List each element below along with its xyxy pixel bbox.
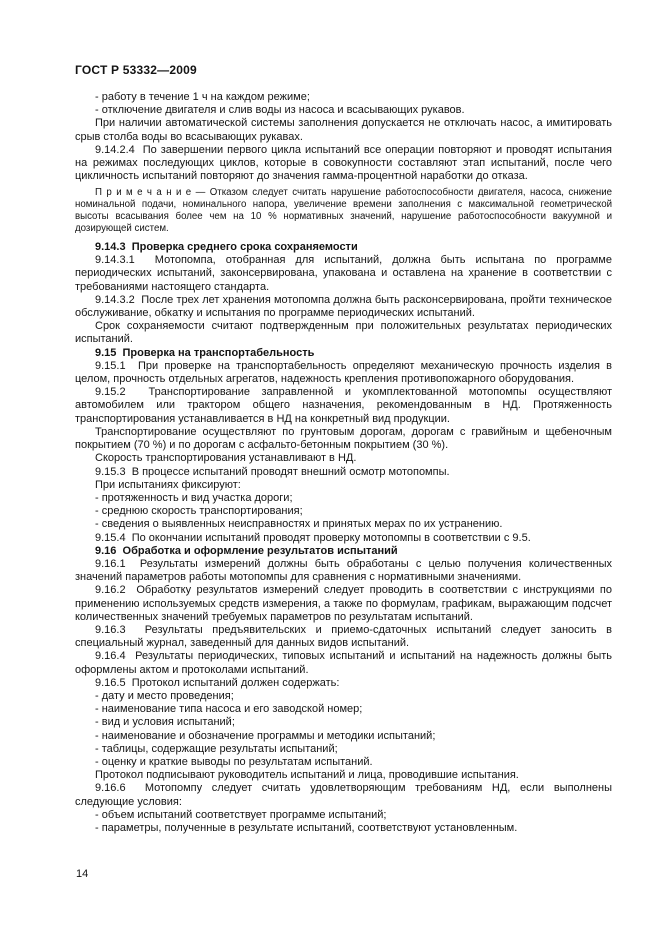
list-item: - вид и условия испытаний; (95, 716, 235, 729)
section-heading: 9.15 Проверка на транспортабельность (95, 346, 315, 359)
paragraph: 9.16.2 Обработку результатов измерений следует проводить в соответствии с инструкциями по применению используемых средств измерения, а также по формулам, графикам, выражающим подсчет количественных значений требуемых параметров по результатам испытаний. (75, 584, 612, 623)
paragraph: Протокол подписывают руководитель испытаний и лица, проводившие испытания. (95, 769, 519, 782)
list-item: - наименование и обозначение программы и методики испытаний; (95, 729, 436, 742)
section-heading: 9.14.3 Проверка среднего срока сохраняемости (95, 241, 358, 254)
paragraph: 9.16.5 Протокол испытаний должен содержать: (95, 676, 340, 689)
paragraph: 9.16.3 Результаты предъявительских и приемо-сдаточных испытаний следует заносить в специальный журнал, заведенный для данных видов испытаний. (75, 623, 612, 650)
standard-number-header: ГОСТ Р 53332—2009 (75, 63, 197, 77)
list-item: - сведения о выявленных неисправностях и принятых мерах по их устранению. (95, 518, 503, 531)
list-item: - среднюю скорость транспортирования; (95, 505, 303, 518)
list-item: - наименование типа насоса и его заводской номер; (95, 703, 363, 716)
list-item: - оценку и краткие выводы по результатам испытаний. (95, 755, 373, 768)
paragraph: 9.16.1 Результаты измерений должны быть обработаны с целью получения количественных значений параметров работы мотопомпы для сравнения с нормативными значениями. (75, 557, 612, 584)
paragraph: При испытаниях фиксируют: (95, 478, 241, 491)
note-paragraph: П р и м е ч а н и е — Отказом следует считать нарушение работоспособности двигателя, насоса, снижение номинальной подачи, номинального напора, увеличение времени заполнения с максимальной геометрической высоты всасывания более чем на 10 % нормативных значений, нарушение работоспособности вакуумной и дозирующей систем. (75, 187, 612, 235)
paragraph: 9.16.4 Результаты периодических, типовых испытаний и испытаний на надежность должны быть оформлены актом и протоколами испытаний. (75, 650, 612, 676)
paragraph: 9.14.3.2 После трех лет хранения мотопомпа должна быть расконсервирована, пройти техническое обслуживание, обкатку и испытания по программе периодических испытаний. (75, 293, 612, 320)
list-item: - работу в течение 1 ч на каждом режиме; (95, 91, 310, 103)
list-item: - отключение двигателя и слив воды из насоса и всасывающих рукавов. (95, 104, 465, 117)
paragraph: 9.14.2.4 По завершении первого цикла испытаний все операции повторяют и проводят испытания на режимах последующих циклов, которые в совокупности составляют этап испытаний, после чего цикличность испытаний повторяют до значения гамма-процентной наработки до отказа. (75, 143, 612, 183)
paragraph: 9.16.6 Мотопомпу следует считать удовлетворяющим требованиям НД, если выполнены следующие условия: (75, 782, 612, 808)
paragraph: При наличии автоматической системы заполнения допускается не отключать насос, а имитировать срыв столба воды во всасывающих рукавах. (75, 117, 612, 143)
paragraph: Скорость транспортирования устанавливают в НД. (95, 452, 357, 465)
list-item: - параметры, полученные в результате испытаний, соответствуют установленным. (95, 821, 518, 834)
paragraph: 9.15.2 Транспортирование заправленной и укомплектованной мотопомпы осуществляют автомобилем или трактором общего назначения, рекомендованным в НД. Протяженность транспортирования устанавливается в НД на конкретный вид продукции. (75, 386, 612, 425)
document-body (75, 91, 612, 835)
page-number: 14 (76, 868, 89, 880)
list-item: - таблицы, содержащие результаты испытаний; (95, 742, 338, 755)
list-item: - объем испытаний соответствует программе испытаний; (95, 808, 387, 821)
paragraph: 9.15.4 По окончании испытаний проводят проверку мотопомпы в соответствии с 9.5. (95, 531, 531, 544)
paragraph: Срок сохраняемости считают подтвержденным при положительных результатах периодических испытаний. (75, 320, 612, 346)
paragraph: 9.15.1 При проверке на транспортабельность определяют механическую прочность изделия в целом, прочность отдельных агрегатов, надежность крепления противопожарного оборудования. (75, 359, 612, 386)
list-item: - протяженность и вид участка дороги; (95, 491, 293, 504)
paragraph: 9.14.3.1 Мотопомпа, отобранная для испытаний, должна быть испытана по программе периодических испытаний, законсервирована, упакована и оставлена на хранение в соответствии с требованиями настоящего стандарта. (75, 254, 612, 293)
paragraph: Транспортирование осуществляют по грунтовым дорогам, дорогам с гравийным и щебеночным покрытием (70 %) и по дорогам с асфальто-бетонным покрытием (30 %). (75, 425, 612, 452)
paragraph: 9.15.3 В процессе испытаний проводят внешний осмотр мотопомпы. (95, 465, 450, 478)
list-item: - дату и место проведения; (95, 689, 234, 702)
section-heading: 9.16 Обработка и оформление результатов испытаний (95, 544, 398, 557)
